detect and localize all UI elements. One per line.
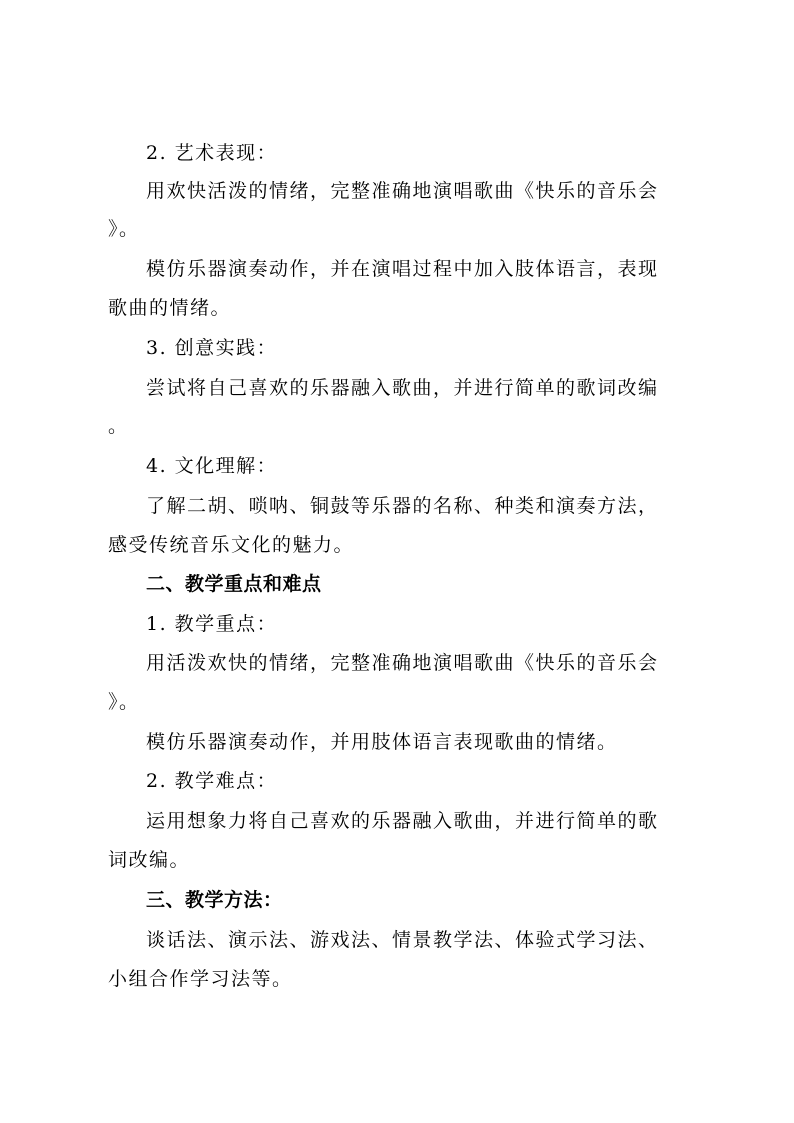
paragraph-line: 小组合作学习法等。 [108, 968, 293, 990]
paragraph-line: 模仿乐器演奏动作，并在演唱过程中加入肢体语言，表现 [146, 258, 659, 280]
item-heading-teaching-difficulty: 2. 教学难点： [146, 770, 278, 792]
paragraph-line: 了解二胡、唢呐、铜鼓等乐器的名称、种类和演奏方法， [146, 495, 659, 517]
item-heading-cultural-understanding: 4. 文化理解： [146, 455, 278, 477]
paragraph-line: 感受传统音乐文化的魅力。 [108, 534, 355, 556]
paragraph-line: 词改编。 [108, 849, 191, 871]
paragraph-line: 模仿乐器演奏动作，并用肢体语言表现歌曲的情绪。 [146, 731, 618, 753]
paragraph-line: 尝试将自己喜欢的乐器融入歌曲，并进行简单的歌词改编 [146, 377, 659, 399]
paragraph-line: 。 [108, 415, 129, 437]
paragraph-line: 》。 [108, 218, 140, 240]
section-heading-key-points: 二、教学重点和难点 [146, 573, 322, 595]
item-heading-creative-practice: 3. 创意实践： [146, 337, 278, 359]
section-heading-teaching-methods: 三、教学方法： [146, 889, 283, 911]
item-heading-art-expression: 2. 艺术表现： [146, 142, 278, 164]
paragraph-line: 歌曲的情绪。 [108, 297, 232, 319]
paragraph-line: 运用想象力将自己喜欢的乐器融入歌曲，并进行简单的歌 [146, 810, 659, 832]
paragraph-line: 用欢快活泼的情绪，完整准确地演唱歌曲《快乐的音乐会 [146, 180, 659, 202]
paragraph-line: 谈话法、演示法、游戏法、情景教学法、体验式学习法、 [146, 929, 659, 951]
paragraph-line: 用活泼欢快的情绪，完整准确地演唱歌曲《快乐的音乐会 [146, 652, 659, 674]
paragraph-line: 》。 [108, 691, 140, 713]
item-heading-teaching-focus: 1. 教学重点： [146, 613, 278, 635]
